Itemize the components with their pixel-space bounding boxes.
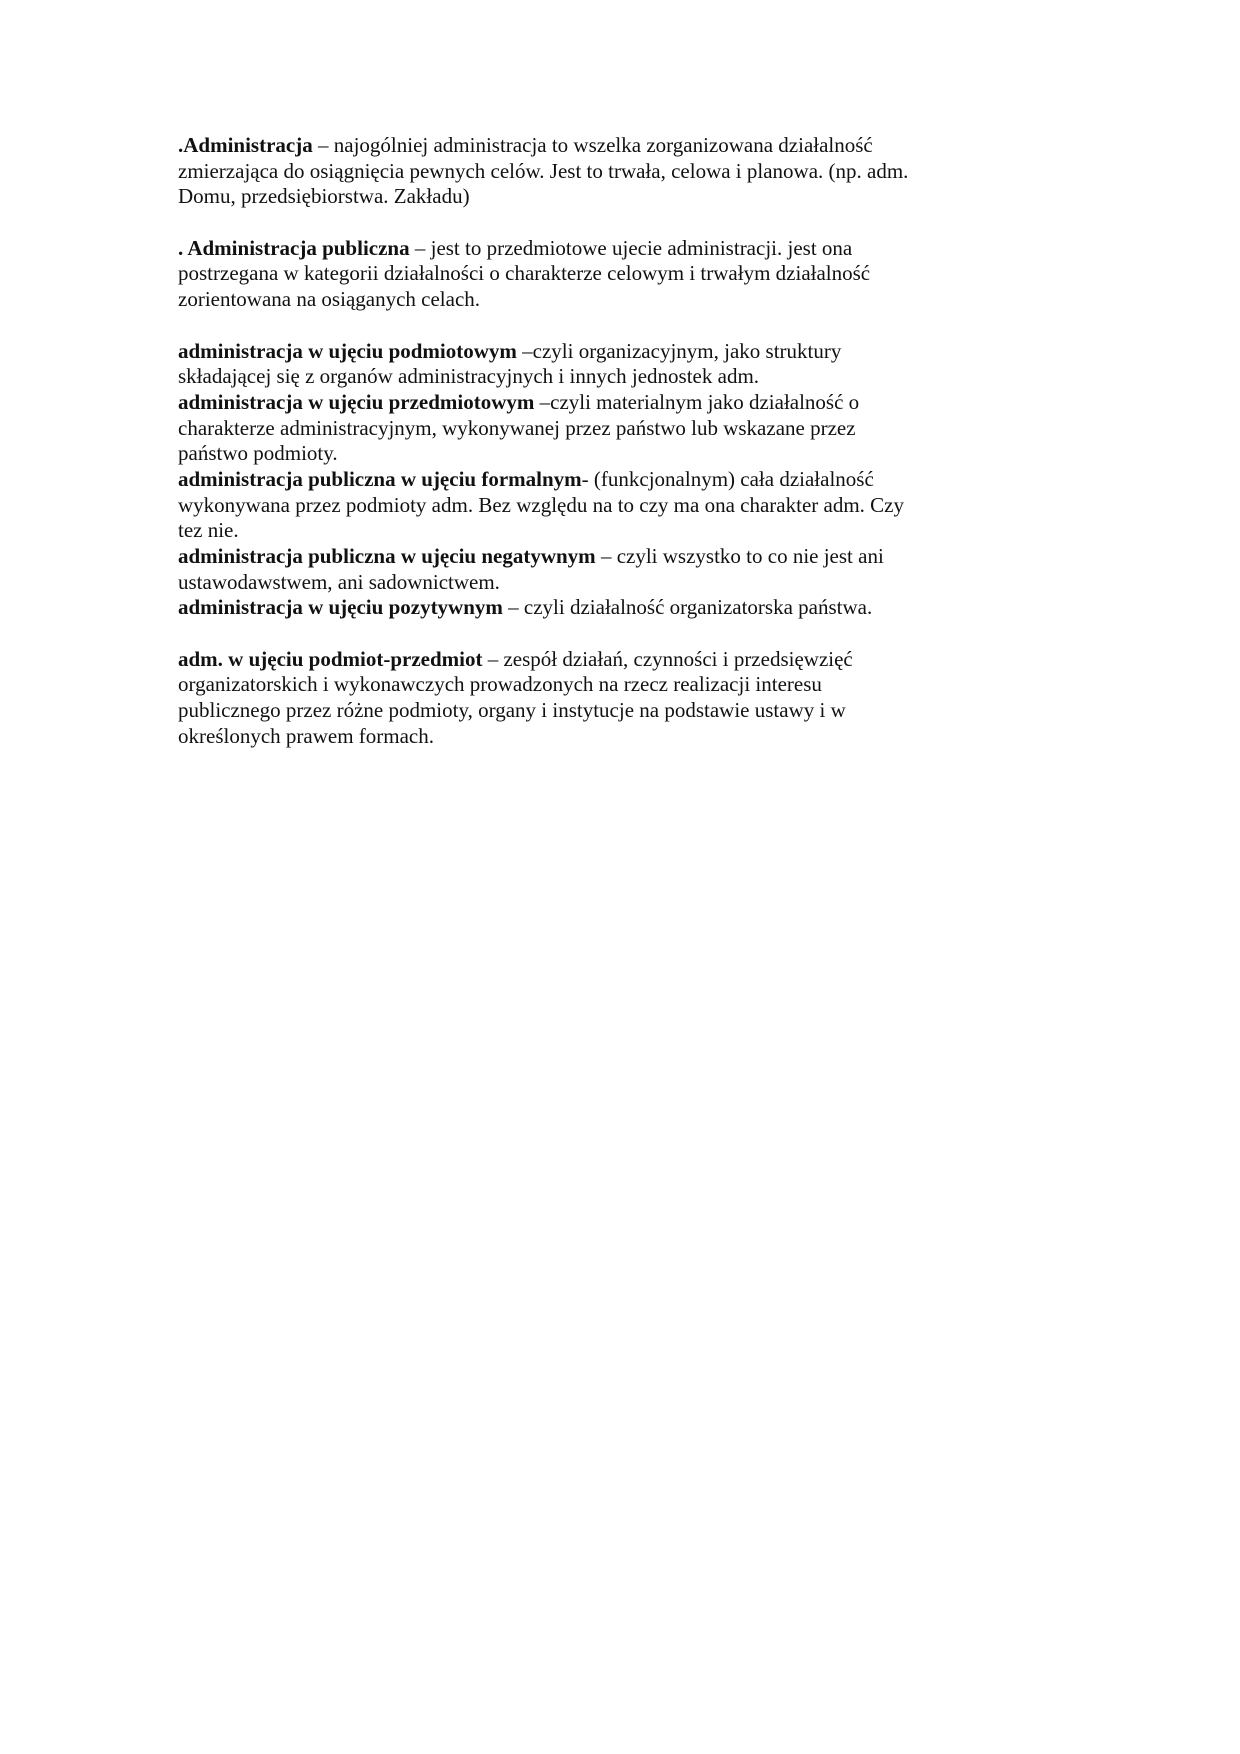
term-heading: administracja w ujęciu przedmiotowym [178, 389, 535, 414]
definition-text: –czyli organizacyjnym, jako struktury [516, 338, 842, 363]
text-line [178, 184, 908, 210]
paragraph-gap [178, 313, 908, 339]
text-line [178, 518, 908, 544]
text-line [178, 672, 908, 698]
text-line [178, 441, 908, 467]
term-heading: adm. w ujęciu podmiot-przedmiot [178, 646, 483, 671]
definition-text: państwo podmioty. [178, 441, 338, 466]
text-line [178, 467, 908, 493]
text-line [178, 595, 908, 621]
definition-text: –czyli materialnym jako działalność o [534, 389, 860, 414]
text-line [178, 544, 908, 570]
text-line [178, 493, 908, 519]
term-heading: . Administracja publiczna [178, 235, 410, 260]
definition-text: – czyli działalność organizatorska państwa. [502, 595, 873, 620]
text-line [178, 159, 908, 185]
text-line [178, 287, 908, 313]
text-line [178, 647, 908, 673]
definition-text: - (funkcjonalnym) cała działalność [581, 466, 874, 491]
definition-text: składającej się z organów administracyjnych i innych jednostek adm. [178, 364, 760, 389]
text-line [178, 236, 908, 262]
definition-text: charakterze administracyjnym, wykonywanej przez państwo lub wskazane przez [178, 415, 856, 440]
text-line [178, 724, 908, 750]
paragraph-gap [178, 621, 908, 647]
definition-text: Domu, przedsiębiorstwa. Zakładu) [178, 184, 470, 209]
definition-text: postrzegana w kategorii działalności o charakterze celowym i trwałym działalność [178, 261, 871, 286]
definition-text: publicznego przez różne podmioty, organy i instytucje na podstawie ustawy i w [178, 698, 846, 723]
definition-text: zmierzająca do osiągnięcia pewnych celów. Jest to trwała, celowa i planowa. (np. adm. [178, 158, 909, 183]
definition-text: zorientowana na osiąganych celach. [178, 287, 481, 312]
text-line [178, 390, 908, 416]
document-body [178, 133, 908, 750]
paragraph-gap [178, 210, 908, 236]
definition-text: – najogólniej administracja to wszelka zorganizowana działalność [312, 133, 873, 157]
definition-text: ustawodawstwem, ani sadownictwem. [178, 569, 500, 594]
term-heading: administracja w ujęciu pozytywnym [178, 595, 503, 620]
text-line [178, 261, 908, 287]
term-heading: administracja publiczna w ujęciu formalnym [178, 466, 582, 491]
definition-text: określonych prawem formach. [178, 723, 434, 748]
definition-text: – jest to przedmiotowe ujecie administracji. jest ona [409, 235, 853, 260]
text-line [178, 364, 908, 390]
text-line [178, 416, 908, 442]
term-heading: .Administracja [178, 133, 313, 157]
definition-text: – czyli wszystko to co nie jest ani [595, 544, 884, 568]
term-heading: administracja w ujęciu podmiotowym [178, 338, 517, 363]
definition-text: – zespół działań, czynności i przedsięwzięć [482, 646, 853, 671]
definition-text: wykonywana przez podmioty adm. Bez względu na to czy ma ona charakter adm. Czy [178, 492, 904, 517]
definition-text: organizatorskich i wykonawczych prowadzonych na rzecz realizacji interesu [178, 672, 822, 697]
term-heading: administracja publiczna w ujęciu negatywnym [178, 544, 596, 568]
text-line [178, 133, 908, 159]
text-line [178, 570, 908, 596]
text-line [178, 698, 908, 724]
definition-text: tez nie. [178, 518, 239, 543]
text-line [178, 339, 908, 365]
